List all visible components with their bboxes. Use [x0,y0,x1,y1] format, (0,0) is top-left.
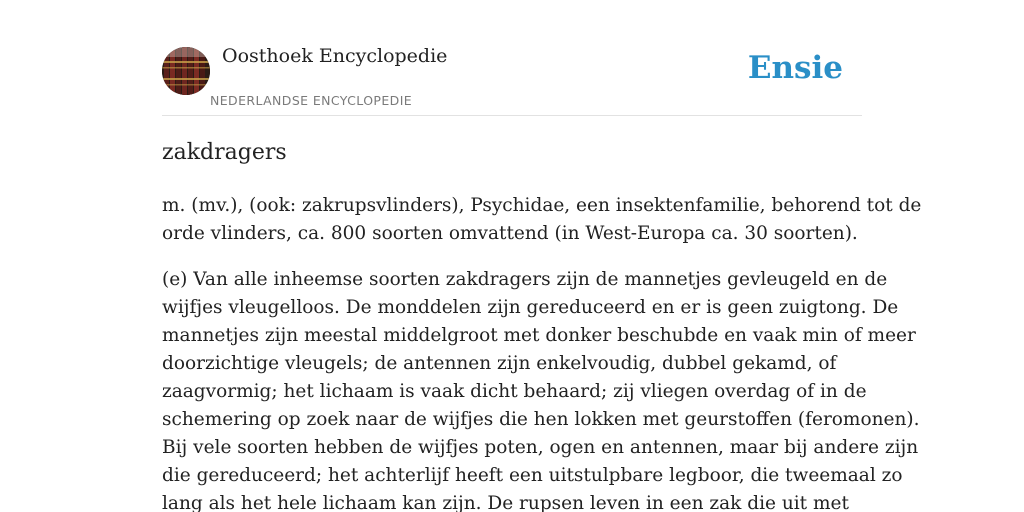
site-tagline: NEDERLANDSE ENCYCLOPEDIE [210,93,413,108]
paragraph-line: zaagvormig; het lichaam is vaak dicht behaard; zij vliegen overdag of in de [162,381,867,402]
content-container [162,0,922,512]
paragraph-line: mannetjes zijn meestal middelgroot met donker beschubde en vaak min of meer [162,325,916,346]
paragraph-line: wijfjes vleugelloos. De monddelen zijn gereduceerd en er is geen zuigtong. De [162,297,899,318]
paragraph-line: Bij vele soorten hebben de wijfjes poten, ogen en antennen, maar bij andere zijn [162,437,919,458]
site-header [162,0,862,116]
paragraph-line: orde vlinders, ca. 800 soorten omvattend (in West-Europa ca. 30 soorten). [162,223,858,244]
article-title: zakdragers [162,140,287,165]
brand-logo-text[interactable]: Ensie [747,50,843,86]
paragraph-line: doorzichtige vleugels; de antennen zijn enkelvoudig, dubbel gekamd, of [162,353,837,374]
paragraph-line: schemering op zoek naar de wijfjes die hen lokken met geurstoffen (feromonen). [162,409,920,430]
site-name[interactable]: Oosthoek Encyclopedie [222,45,448,67]
article-paragraph-2 [162,266,920,512]
paragraph-line: lang als het hele lichaam kan zijn. De rupsen leven in een zak die uit met [162,493,849,512]
encyclopedia-books-logo[interactable] [162,47,210,95]
paragraph-line: m. (mv.), (ook: zakrupsvlinders), Psychidae, een insektenfamilie, behorend tot de [162,195,922,216]
books-logo-icon [162,47,210,95]
paragraph-line: die gereduceerd; het achterlijf heeft een uitstulpbare legboor, die tweemaal zo [162,465,903,486]
paragraph-line: (e) Van alle inheemse soorten zakdragers zijn de mannetjes gevleugeld en de [162,269,888,290]
article-paragraph-1 [162,192,922,248]
